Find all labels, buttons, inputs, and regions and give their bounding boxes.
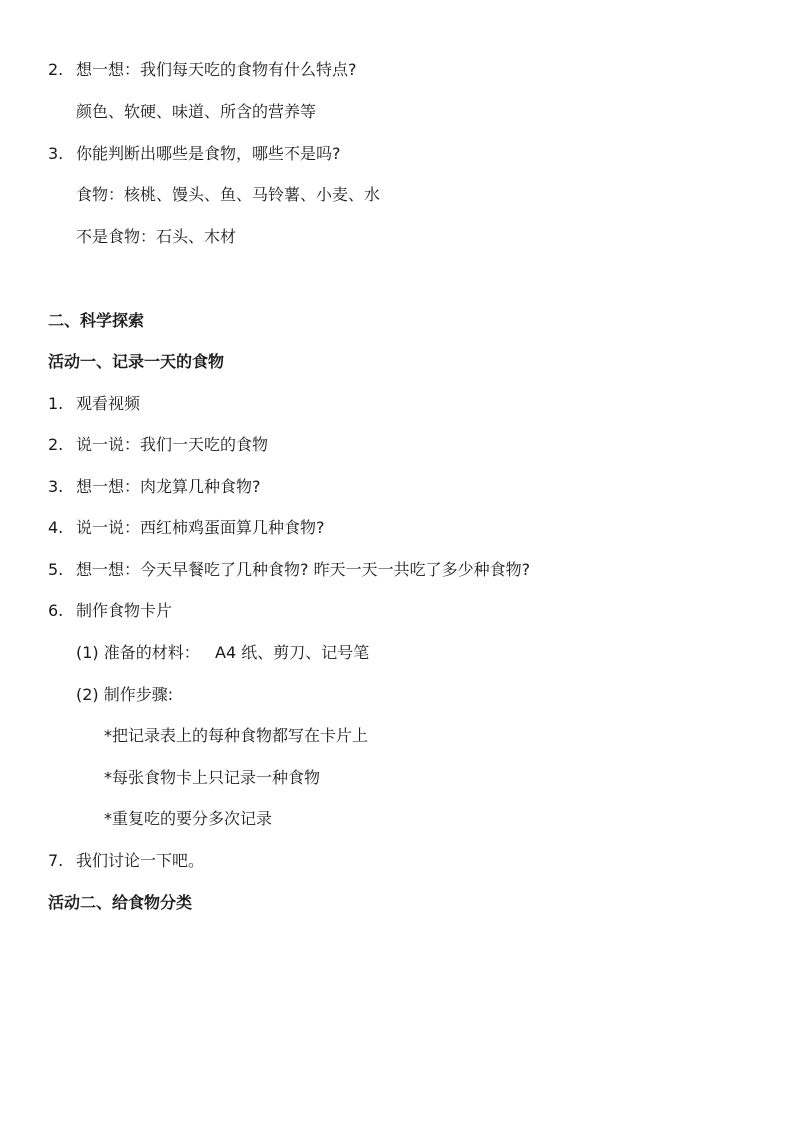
step-text: *把记录表上的每种食物都写在卡片上	[104, 726, 369, 745]
sub-item-text: (2) 制作步骤:	[76, 685, 174, 704]
list-text: 想一想：我们每天吃的食物有什么特点?	[76, 60, 357, 79]
step-text: *重复吃的要分多次记录	[104, 809, 273, 828]
list-text: 制作食物卡片	[76, 601, 173, 620]
list-number: 5.	[48, 560, 64, 579]
list-number: 3.	[48, 477, 64, 496]
not-food-text: 不是食物：石头、木材	[76, 227, 237, 246]
list-text: 我们讨论一下吧。	[76, 851, 205, 870]
activity-title: 活动二、给食物分类	[48, 893, 193, 912]
list-text: 想一想：肉龙算几种食物?	[76, 477, 261, 496]
food-text: 食物：核桃、馒头、鱼、马铃薯、小麦、水	[76, 185, 381, 204]
list-number: 3.	[48, 144, 64, 163]
list-text: 说一说：我们一天吃的食物	[76, 435, 269, 454]
list-text: 想一想：今天早餐吃了几种食物? 昨天一天一共吃了多少种食物?	[76, 560, 531, 579]
section-title: 二、科学探索	[48, 311, 145, 330]
list-number: 6.	[48, 601, 64, 620]
list-number: 7.	[48, 851, 64, 870]
answer-text: 颜色、软硬、味道、所含的营养等	[76, 102, 317, 121]
list-number: 2.	[48, 435, 64, 454]
list-text: 观看视频	[76, 394, 141, 413]
list-number: 4.	[48, 518, 64, 537]
list-text: 你能判断出哪些是食物，哪些不是吗?	[76, 144, 341, 163]
step-text: *每张食物卡上只记录一种食物	[104, 768, 321, 787]
list-number: 2.	[48, 60, 64, 79]
list-number: 1.	[48, 394, 64, 413]
list-text: 说一说：西红柿鸡蛋面算几种食物?	[76, 518, 325, 537]
activity-title: 活动一、记录一天的食物	[48, 352, 225, 371]
sub-item-text: (1) 准备的材料： A4 纸、剪刀、记号笔	[76, 643, 370, 662]
